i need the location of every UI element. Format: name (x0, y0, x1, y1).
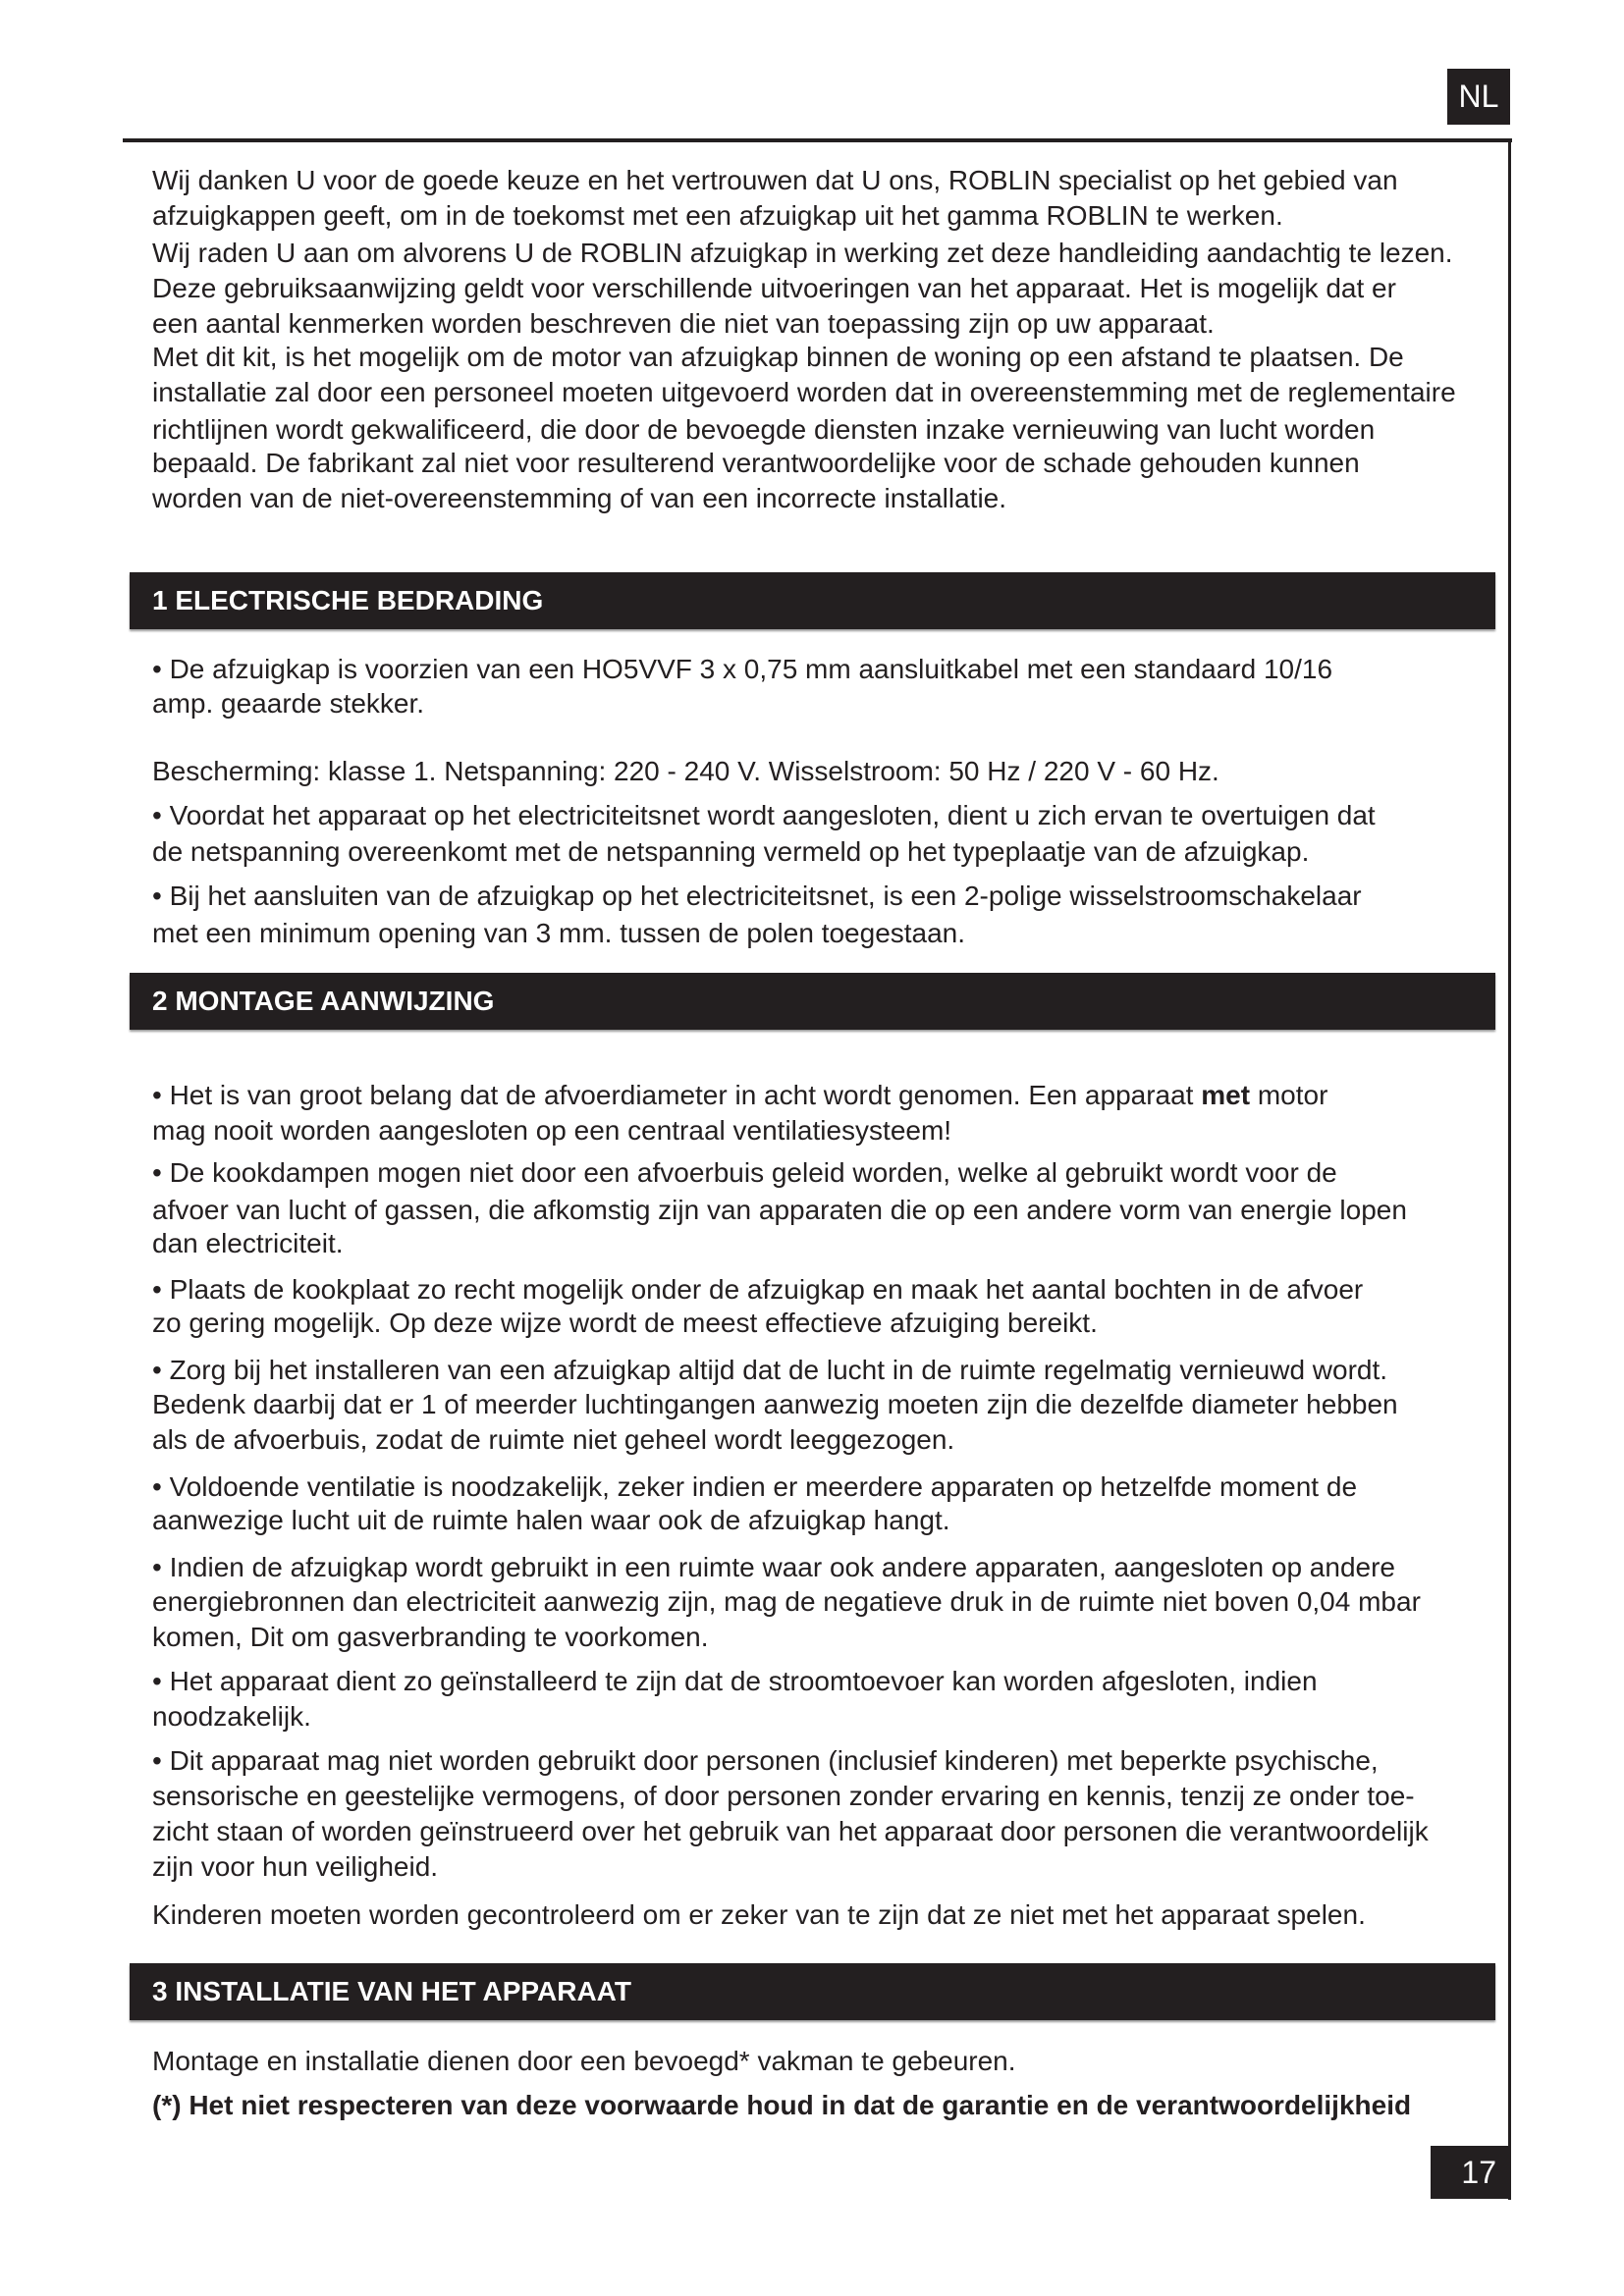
text-line: noodzakelijk. (152, 1701, 311, 1732)
text-line: • De kookdampen mogen niet door een afvoerbuis geleid worden, welke al gebruikt wordt voor de (152, 1157, 1337, 1188)
text-line: sensorische en geestelijke vermogens, of door personen zonder ervaring en kennis, tenzij ze onder toe- (152, 1781, 1415, 1811)
text-line: aanwezige lucht uit de ruimte halen waar ook de afzuigkap hangt. (152, 1505, 950, 1535)
text-line: dan electriciteit. (152, 1228, 344, 1258)
language-tab (1447, 69, 1510, 125)
text-line: zijn voor hun veiligheid. (152, 1851, 439, 1882)
margin-rule (1508, 138, 1511, 2200)
text-line: mag nooit worden aangesloten op een centraal ventilatiesysteem! (152, 1115, 952, 1146)
page-number: 17 (1461, 2154, 1496, 2190)
text-line: • Dit apparaat mag niet worden gebruikt door personen (inclusief kinderen) met beperkte psychische, (152, 1745, 1379, 1776)
text-line: bepaald. De fabrikant zal niet voor resulterend verantwoordelijke voor de schade gehouden kunnen (152, 448, 1360, 478)
section-heading (130, 1963, 1495, 2020)
text-line: • Indien de afzuigkap wordt gebruikt in een ruimte waar ook andere apparaten, aangesloten op andere (152, 1552, 1395, 1582)
text-line: • Zorg bij het installeren van een afzuigkap altijd dat de lucht in de ruimte regelmatig vernieuwd wordt. (152, 1355, 1388, 1385)
text-line: energiebronnen dan electriciteit aanwezig zijn, mag de negatieve druk in de ruimte niet boven 0,04 mbar (152, 1586, 1421, 1617)
bold-text: met (1201, 1080, 1251, 1110)
text-line: Bescherming: klasse 1. Netspanning: 220 - 240 V. Wisselstroom: 50 Hz / 220 V - 60 Hz. (152, 756, 1219, 786)
text-line: worden van de niet-overeenstemming of van een incorrecte installatie. (152, 483, 1007, 513)
text-line: met een minimum opening van 3 mm. tussen de polen toegestaan. (152, 918, 966, 948)
text-line: • Voldoende ventilatie is noodzakelijk, zeker indien er meerdere apparaten op hetzelfde moment de (152, 1471, 1358, 1502)
text-line: zo gering mogelijk. Op deze wijze wordt de meest effectieve afzuiging bereikt. (152, 1308, 1098, 1338)
text-line: • Voordat het apparaat op het electriciteitsnet wordt aangesloten, dient u zich ervan te overtuigen dat (152, 800, 1376, 830)
section-title: 2 MONTAGE AANWIJZING (152, 986, 495, 1016)
section-title: 1 ELECTRISCHE BEDRADING (152, 585, 544, 615)
text-line: • Bij het aansluiten van de afzuigkap op het electriciteitsnet, is een 2-polige wisselstroomschakelaar (152, 881, 1362, 911)
text-line: als de afvoerbuis, zodat de ruimte niet geheel wordt leeggezogen. (152, 1424, 955, 1455)
text-line: Wij raden U aan om alvorens U de ROBLIN afzuigkap in werking zet deze handleiding aandachtig te lezen. (152, 238, 1453, 268)
text-line: richtlijnen wordt gekwalificeerd, die door de bevoegde diensten inzake vernieuwing van lucht worden (152, 414, 1376, 445)
header-rule (123, 138, 1512, 142)
text-line: komen, Dit om gasverbranding te voorkomen. (152, 1622, 709, 1652)
text-line: een aantal kenmerken worden beschreven die niet van toepassing zijn op uw apparaat. (152, 308, 1215, 339)
text-line (152, 1078, 1327, 1113)
text-line: amp. geaarde stekker. (152, 688, 425, 719)
section-title: 3 INSTALLATIE VAN HET APPARAAT (152, 1976, 631, 2006)
text-line: Deze gebruiksaanwijzing geldt voor verschillende uitvoeringen van het apparaat. Het is mogelijk dat er (152, 273, 1396, 303)
text-segment: • Het is van groot belang dat de afvoerdiameter in acht wordt genomen. Een apparaat (152, 1080, 1202, 1110)
text-line: installatie zal door een personeel moeten uitgevoerd worden dat in overeenstemming met de reglementaire (152, 377, 1456, 407)
text-line: afzuigkappen geeft, om in de toekomst met een afzuigkap uit het gamma ROBLIN te werken. (152, 200, 1283, 231)
text-line: • Plaats de kookplaat zo recht mogelijk onder de afzuigkap en maak het aantal bochten in de afvoer (152, 1274, 1364, 1305)
section-heading (130, 973, 1495, 1030)
text-line: Montage en installatie dienen door een bevoegd* vakman te gebeuren. (152, 2046, 1016, 2076)
text-line: Wij danken U voor de goede keuze en het vertrouwen dat U ons, ROBLIN specialist op het gebied van (152, 165, 1398, 195)
text-line: zicht staan of worden geïnstrueerd over het gebruik van het apparaat door personen die verantwoordelijk (152, 1816, 1429, 1846)
text-line: afvoer van lucht of gassen, die afkomstig zijn van apparaten die op een andere vorm van energie lopen (152, 1195, 1407, 1225)
language-label: NL (1458, 79, 1499, 114)
text-line: (*) Het niet respecteren van deze voorwaarde houd in dat de garantie en de verantwoordelijkheid (152, 2090, 1412, 2120)
text-line: Met dit kit, is het mogelijk om de motor van afzuigkap binnen de woning op een afstand te plaatsen. De (152, 342, 1404, 372)
text-line: de netspanning overeenkomt met de netspanning vermeld op het typeplaatje van de afzuigkap. (152, 836, 1310, 867)
text-line: Bedenk daarbij dat er 1 of meerder luchtingangen aanwezig moeten zijn die dezelfde diameter hebben (152, 1389, 1398, 1419)
text-line: • Het apparaat dient zo geïnstalleerd te zijn dat de stroomtoevoer kan worden afgesloten, indien (152, 1666, 1318, 1696)
page-number-box (1431, 2146, 1510, 2199)
section-heading (130, 572, 1495, 629)
text-segment: motor (1250, 1080, 1328, 1110)
text-line: Kinderen moeten worden gecontroleerd om er zeker van te zijn dat ze niet met het apparaat spelen. (152, 1899, 1366, 1930)
text-line: • De afzuigkap is voorzien van een HO5VVF 3 x 0,75 mm aansluitkabel met een standaard 10/16 (152, 654, 1333, 684)
